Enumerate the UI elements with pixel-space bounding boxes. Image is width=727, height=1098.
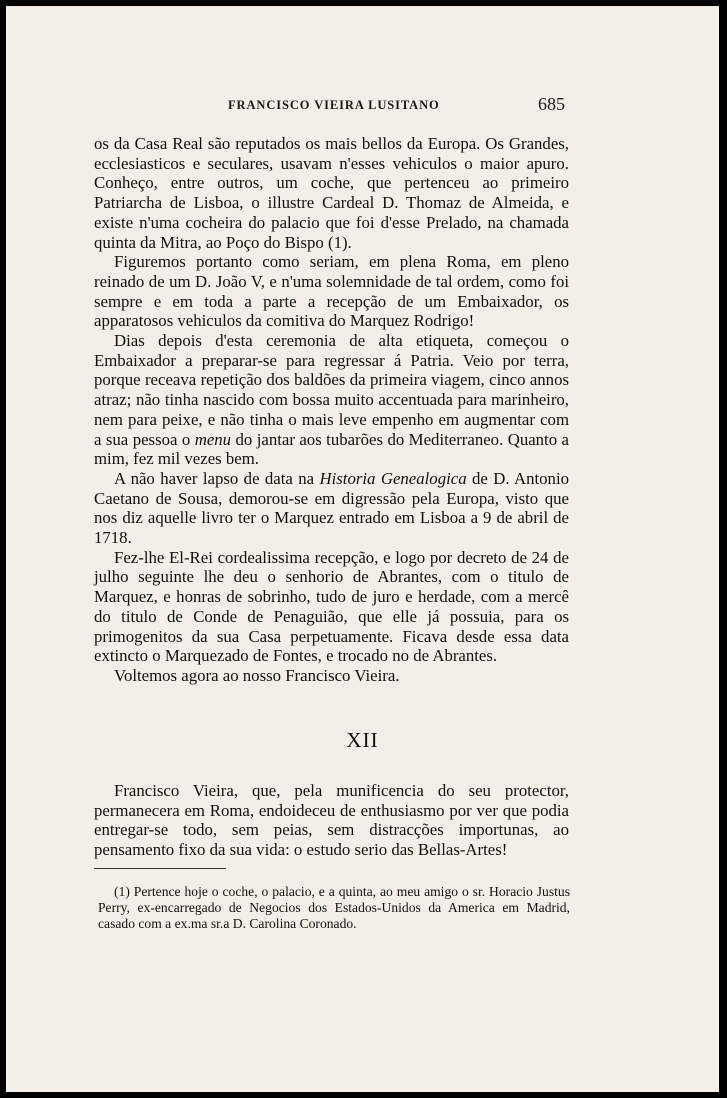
section-paragraph-1: Francisco Vieira, que, pela munificencia do seu protector, permanecera em Roma, endoideceu de enthusiasmo por ver que podia entregar-se todo, sem peias, sem distracções importunas, ao pensamento fixo da sua vida: o estudo serio das Bellas-Artes! — [94, 781, 569, 860]
italic-menu: menu — [194, 429, 232, 449]
paragraph-4-part-1: A não haver lapso de data na — [114, 468, 320, 488]
section-text — [94, 781, 569, 860]
section-heading: XII — [346, 728, 379, 752]
paragraph-2: Figuremos portanto como seriam, em plena Roma, em pleno reinado de um D. João V, e n'uma solemnidade de tal ordem, como foi sempre e em toda a parte a recepção de um Embaixador, os apparatosos vehiculos da comitiva do Marquez Rodrigo! — [94, 252, 569, 331]
page-header — [6, 94, 719, 118]
paragraph-3-part-1: Dias depois d'esta ceremonia de alta etiqueta, começou o Embaixador a preparar-se para regressar á Patria. Veio por terra, porque receava repetição dos baldões da primeira viagem, cinco annos atraz; não tinha nascido com bossa muito accentuada para marinheiro, nem para peixe, e não tinha o mais leve empenho em augmentar com a sua pessoa o — [94, 331, 569, 449]
footnote-divider — [94, 868, 226, 869]
paragraph-3-part-2: do jantar aos tubarões do Mediterraneo. Quanto a mim, fez mil vezes bem. — [94, 429, 569, 469]
body-text — [94, 134, 569, 686]
footnote-text: (1) Pertence hoje o coche, o palacio, e a quinta, ao meu amigo o sr. Horacio Justus Perry, ex-encarregado de Negocios dos Estados-Unidos da America em Madrid, casado com a ex.ma sr.a D. Carolina Coronado. — [98, 884, 570, 931]
paragraph-5: Fez-lhe El-Rei cordealissima recepção, e logo por decreto de 24 de julho seguinte lhe deu o senhorio de Abrantes, com o titulo de Marquez, e honras de sobrinho, tudo de juro e herdade, com a mercê do titulo de Conde de Penaguião, que elle já possuia, para os primogenitos da sua Casa perpetuamente. Ficava desde essa data extincto o Marquezado de Fontes, e trocado no de Abrantes. — [94, 547, 569, 666]
paragraph-4-part-2: de D. Antonio Caetano de Sousa, demorou-se em digressão pela Europa, visto que nos diz aquelle livro ter o Marquez entrado em Lisboa a 9 de abril de 1718. — [94, 468, 570, 548]
paragraph-6: Voltemos agora ao nosso Francisco Vieira. — [114, 665, 400, 685]
paragraph-4 — [94, 469, 569, 548]
footnote — [98, 884, 570, 932]
paragraph-3 — [94, 331, 569, 469]
italic-book-title: Historia Genealogica — [319, 468, 467, 488]
page-number: 685 — [538, 94, 565, 114]
paragraph-1: os da Casa Real são reputados os mais bellos da Europa. Os Grandes, ecclesiasticos e seculares, usavam n'esses vehiculos o maior apuro. Conheço, entre outros, um coche, que pertenceu ao primeiro Patriarcha de Lisboa, o illustre Cardeal D. Thomaz de Almeida, e existe n'uma cocheira do palacio que foi d'esse Prelado, na chamada quinta da Mitra, ao Poço do Bispo (1). — [94, 134, 569, 252]
book-page — [6, 6, 719, 1092]
running-title: FRANCISCO VIEIRA LUSITANO — [228, 98, 440, 112]
